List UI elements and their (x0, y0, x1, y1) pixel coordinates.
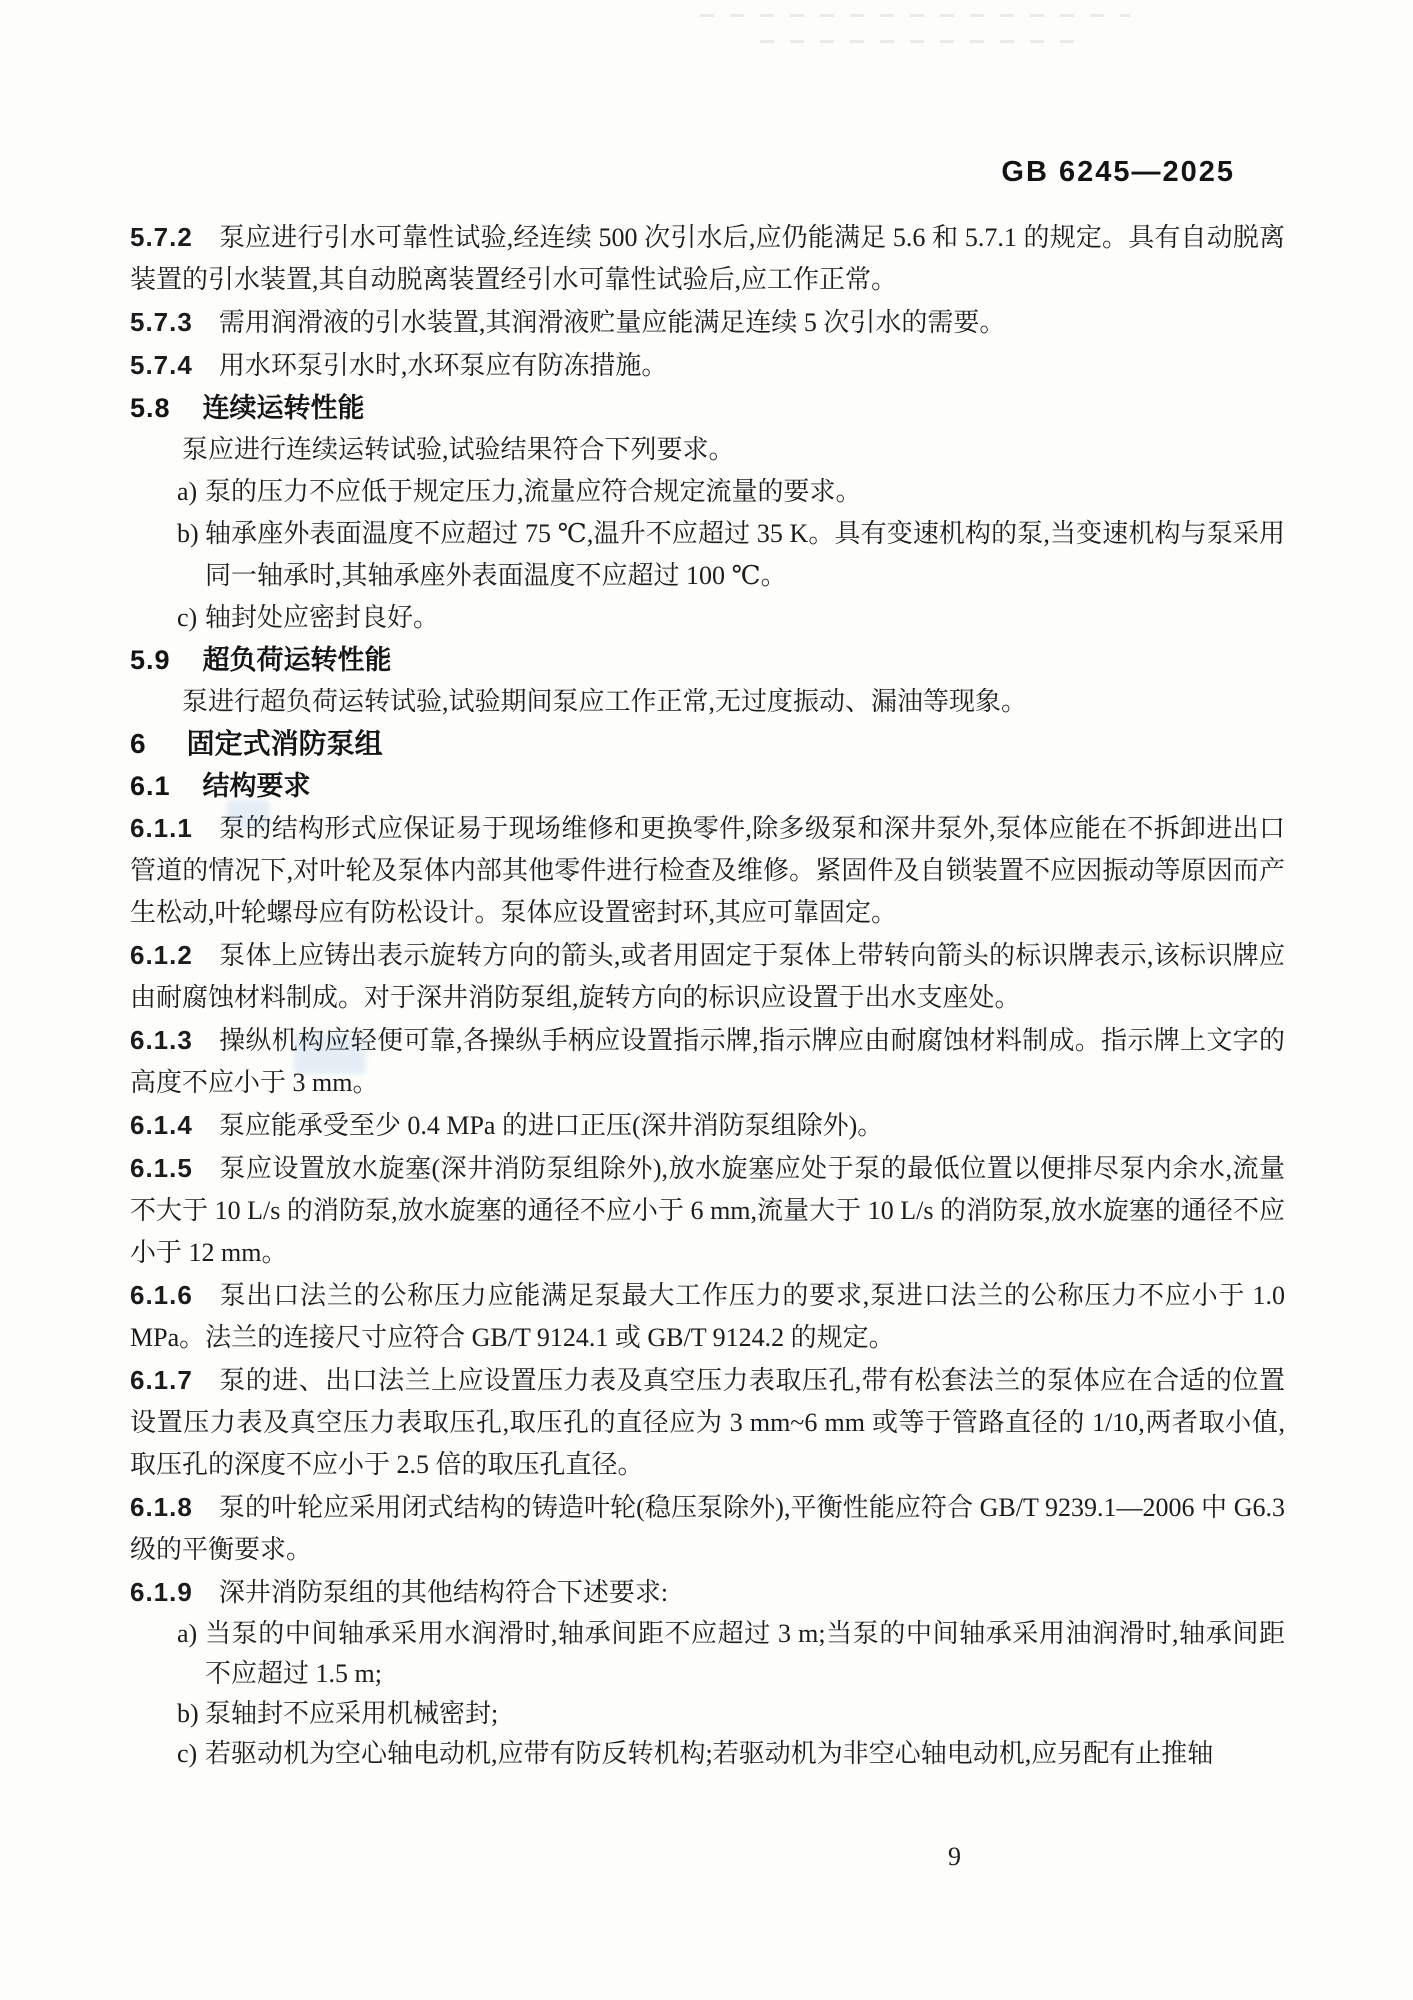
list-6-1-9 (130, 1614, 1285, 1774)
list-item-label: a) (177, 477, 198, 506)
chapter-heading-6 (130, 723, 1285, 765)
list-item-label: a) (177, 1619, 198, 1648)
page-number: 9 (948, 1842, 961, 1871)
section-heading-6-1 (130, 765, 1285, 807)
clause-6-1-1 (130, 807, 1285, 934)
clause-number: 6.1.4 (130, 1110, 193, 1140)
heading-title: 超负荷运转性能 (202, 645, 392, 675)
clause-6-1-9 (130, 1571, 1285, 1614)
clause-number: 6.1.1 (130, 813, 193, 843)
section-heading-5-9 (130, 639, 1285, 681)
clause-number: 5.7.2 (130, 222, 193, 252)
clause-text: 泵应进行引水可靠性试验,经连续 500 次引水后,应仍能满足 5.6 和 5.7.1 的规定。具有自动脱离装置的引水装置,其自动脱离装置经引水可靠性试验后,应工作正常。 (130, 223, 1285, 294)
list-item-a (177, 1614, 1285, 1694)
list-item-text: 轴封处应密封良好。 (205, 603, 440, 632)
clause-number: 5.7.3 (130, 307, 193, 337)
list-item-c (177, 1734, 1285, 1774)
heading-number: 6.1 (130, 771, 171, 801)
clause-5-7-2 (130, 216, 1285, 301)
heading-title: 结构要求 (202, 771, 311, 801)
list-item-label: b) (177, 519, 199, 548)
clause-number: 6.1.8 (130, 1492, 193, 1522)
heading-number: 6 (130, 728, 147, 759)
clause-text: 泵体上应铸出表示旋转方向的箭头,或者用固定于泵体上带转向箭头的标识牌表示,该标识牌应由耐腐蚀材料制成。对于深井消防泵组,旋转方向的标识应设置于出水支座处。 (130, 941, 1285, 1012)
list-item-text: 泵的压力不应低于规定压力,流量应符合规定流量的要求。 (205, 477, 862, 506)
heading-title: 连续运转性能 (202, 393, 365, 423)
list-item-label: b) (177, 1699, 199, 1728)
clause-number: 6.1.9 (130, 1577, 193, 1607)
clause-6-1-2 (130, 934, 1285, 1019)
list-item-text: 当泵的中间轴承采用水润滑时,轴承间距不应超过 3 m;当泵的中间轴承采用油润滑时,轴承间距不应超过 1.5 m; (205, 1619, 1285, 1688)
clause-text: 泵应设置放水旋塞(深井消防泵组除外),放水旋塞应处于泵的最低位置以便排尽泵内余水,流量不大于 10 L/s 的消防泵,放水旋塞的通径不应小于 6 mm,流量大于 10 L/s 的消防泵,放水旋塞的通径不应小于 12 mm。 (130, 1154, 1285, 1267)
list-item-text: 若驱动机为空心轴电动机,应带有防反转机构;若驱动机为非空心轴电动机,应另配有止推轴 (205, 1739, 1214, 1768)
clause-6-1-3 (130, 1019, 1285, 1104)
clause-text: 深井消防泵组的其他结构符合下述要求: (218, 1578, 669, 1607)
section-heading-5-8 (130, 387, 1285, 429)
list-item-text: 轴承座外表面温度不应超过 75 ℃,温升不应超过 35 K。具有变速机构的泵,当变速机构与泵采用同一轴承时,其轴承座外表面温度不应超过 100 ℃。 (205, 519, 1285, 590)
clause-6-1-6 (130, 1274, 1285, 1359)
clause-text: 泵的结构形式应保证易于现场维修和更换零件,除多级泵和深井泵外,泵体应能在不拆卸进出口管道的情况下,对叶轮及泵体内部其他零件进行检查及维修。紧固件及自锁装置不应因振动等原因而产生松动,叶轮螺母应有防松设计。泵体应设置密封环,其应可靠固定。 (130, 814, 1285, 927)
clause-text: 用水环泵引水时,水环泵应有防冻措施。 (218, 351, 668, 380)
clause-text: 需用润滑液的引水装置,其润滑液贮量应能满足连续 5 次引水的需要。 (218, 308, 1006, 337)
clause-text: 泵应能承受至少 0.4 MPa 的进口正压(深井消防泵组除外)。 (218, 1111, 884, 1140)
list-item-a (177, 471, 1285, 513)
list-item-c (177, 597, 1285, 639)
list-item-label: c) (177, 1739, 198, 1768)
clause-6-1-5 (130, 1147, 1285, 1274)
clause-number: 5.7.4 (130, 350, 193, 380)
paragraph-5-8-intro: 泵应进行连续运转试验,试验结果符合下列要求。 (182, 435, 735, 464)
list-5-8 (130, 471, 1285, 639)
paragraph-5-9: 泵进行超负荷运转试验,试验期间泵应工作正常,无过度振动、漏油等现象。 (182, 687, 1028, 716)
heading-title: 固定式消防泵组 (186, 728, 383, 759)
clause-text: 泵的进、出口法兰上应设置压力表及真空压力表取压孔,带有松套法兰的泵体应在合适的位置设置压力表及真空压力表取压孔,取压孔的直径应为 3 mm~6 mm 或等于管路直径的 1/10,两者取小值,取压孔的深度不应小于 2.5 倍的取压孔直径。 (130, 1366, 1285, 1479)
standard-number: GB 6245—2025 (1001, 156, 1235, 188)
clause-number: 6.1.7 (130, 1365, 193, 1395)
heading-number: 5.9 (130, 645, 171, 675)
list-item-text: 泵轴封不应采用机械密封; (205, 1699, 499, 1728)
clause-5-7-3 (130, 301, 1285, 344)
clause-number: 6.1.6 (130, 1280, 193, 1310)
list-item-b (177, 513, 1285, 597)
clause-6-1-7 (130, 1359, 1285, 1486)
clause-5-7-4 (130, 344, 1285, 387)
clause-text: 操纵机构应轻便可靠,各操纵手柄应设置指示牌,指示牌应由耐腐蚀材料制成。指示牌上文字的高度不应小于 3 mm。 (130, 1026, 1285, 1097)
list-item-label: c) (177, 603, 198, 632)
page-content (130, 0, 1285, 1774)
clause-number: 6.1.3 (130, 1025, 193, 1055)
heading-number: 5.8 (130, 393, 171, 423)
clause-6-1-8 (130, 1486, 1285, 1571)
list-item-b (177, 1694, 1285, 1734)
clause-6-1-4 (130, 1104, 1285, 1147)
clause-text: 泵的叶轮应采用闭式结构的铸造叶轮(稳压泵除外),平衡性能应符合 GB/T 9239.1—2006 中 G6.3 级的平衡要求。 (130, 1493, 1285, 1564)
clause-number: 6.1.2 (130, 940, 193, 970)
clause-number: 6.1.5 (130, 1153, 193, 1183)
clause-text: 泵出口法兰的公称压力应能满足泵最大工作压力的要求,泵进口法兰的公称压力不应小于 1.0 MPa。法兰的连接尺寸应符合 GB/T 9124.1 或 GB/T 9124.2 的规定。 (130, 1281, 1285, 1352)
